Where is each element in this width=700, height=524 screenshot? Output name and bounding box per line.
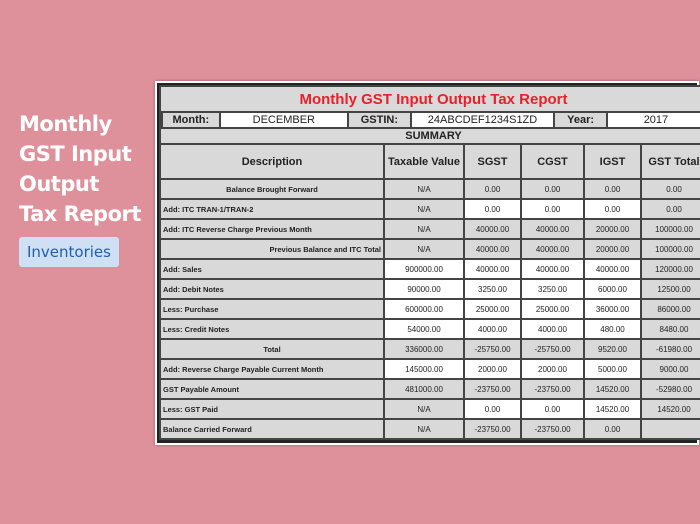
sgst-cell[interactable]: 4000.00 [465, 320, 520, 338]
promo-title [19, 109, 141, 229]
cgst-cell[interactable]: 4000.00 [522, 320, 583, 338]
table-row [161, 360, 700, 378]
column-header: Description [161, 145, 383, 178]
igst-cell: 0.00 [585, 180, 640, 198]
taxable-value-cell[interactable]: 900000.00 [385, 260, 463, 278]
taxable-value-cell: 481000.00 [385, 380, 463, 398]
cgst-cell: -25750.00 [522, 340, 583, 358]
report-table [159, 85, 700, 440]
gstin-label: GSTIN: [349, 113, 410, 127]
sgst-cell[interactable]: 2000.00 [465, 360, 520, 378]
column-header: IGST [585, 145, 640, 178]
igst-cell: 14520.00 [585, 380, 640, 398]
igst-cell: 9520.00 [585, 340, 640, 358]
igst-cell[interactable]: 480.00 [585, 320, 640, 338]
table-row [161, 200, 700, 218]
row-description: Previous Balance and ITC Total [161, 240, 383, 258]
taxable-value-cell: N/A [385, 200, 463, 218]
igst-cell: 0.00 [585, 420, 640, 438]
sgst-cell: 40000.00 [465, 240, 520, 258]
table-row [161, 320, 700, 338]
sgst-cell: 40000.00 [465, 220, 520, 238]
row-description: Less: Credit Notes [161, 320, 383, 338]
report-title: Monthly GST Input Output Tax Report [161, 87, 700, 111]
gst-total-cell: 12500.00 [642, 280, 700, 298]
taxable-value-cell: N/A [385, 400, 463, 418]
table-row [161, 180, 700, 198]
year-label: Year: [555, 113, 606, 127]
row-description: Add: Reverse Charge Payable Current Month [161, 360, 383, 378]
table-row [161, 380, 700, 398]
table-row [161, 420, 700, 438]
taxable-value-cell: 336000.00 [385, 340, 463, 358]
table-row [161, 280, 700, 298]
gst-total-cell: 0.00 [642, 180, 700, 198]
year-field[interactable]: 2017 [608, 113, 700, 127]
row-description: Add: Sales [161, 260, 383, 278]
cgst-cell[interactable]: 3250.00 [522, 280, 583, 298]
promo-title-line: GST Input [19, 142, 132, 166]
row-description: Add: ITC Reverse Charge Previous Month [161, 220, 383, 238]
taxable-value-cell[interactable]: 145000.00 [385, 360, 463, 378]
gst-total-cell: 100000.00 [642, 240, 700, 258]
column-header: GST Total [642, 145, 700, 178]
gst-total-cell: 86000.00 [642, 300, 700, 318]
column-header: CGST [522, 145, 583, 178]
report-sheet [155, 81, 699, 445]
promo-title-line: Monthly [19, 112, 112, 136]
row-description: GST Payable Amount [161, 380, 383, 398]
table-row [161, 220, 700, 238]
taxable-value-cell: N/A [385, 220, 463, 238]
promo-title-line: Output [19, 172, 99, 196]
gstin-field[interactable]: 24ABCDEF1234S1ZD [412, 113, 554, 127]
table-row [161, 240, 700, 258]
sgst-cell: 0.00 [465, 180, 520, 198]
gst-total-cell: 14520.00 [642, 400, 700, 418]
igst-cell[interactable]: 6000.00 [585, 280, 640, 298]
gst-total-cell: -61980.00 [642, 340, 700, 358]
cgst-cell[interactable]: 0.00 [522, 400, 583, 418]
sgst-cell: -25750.00 [465, 340, 520, 358]
table-row [161, 260, 700, 278]
column-header: Taxable Value [385, 145, 463, 178]
table-row [161, 300, 700, 318]
cgst-cell: -23750.00 [522, 420, 583, 438]
taxable-value-cell: N/A [385, 180, 463, 198]
month-label: Month: [163, 113, 219, 127]
igst-cell: 20000.00 [585, 220, 640, 238]
row-description: Add: Debit Notes [161, 280, 383, 298]
gst-total-cell: 100000.00 [642, 220, 700, 238]
sgst-cell[interactable]: 40000.00 [465, 260, 520, 278]
gst-total-cell: 120000.00 [642, 260, 700, 278]
sgst-cell[interactable]: 3250.00 [465, 280, 520, 298]
gst-total-cell: -52980.00 [642, 380, 700, 398]
cgst-cell[interactable]: 40000.00 [522, 260, 583, 278]
taxable-value-cell: N/A [385, 420, 463, 438]
gst-total-cell: 0.00 [642, 200, 700, 218]
row-description: Add: ITC TRAN-1/TRAN-2 [161, 200, 383, 218]
cgst-cell: 40000.00 [522, 220, 583, 238]
cgst-cell[interactable]: 0.00 [522, 200, 583, 218]
igst-cell[interactable]: 40000.00 [585, 260, 640, 278]
row-description: Less: GST Paid [161, 400, 383, 418]
igst-cell[interactable]: 0.00 [585, 200, 640, 218]
sgst-cell[interactable]: 0.00 [465, 400, 520, 418]
igst-cell: 20000.00 [585, 240, 640, 258]
cgst-cell[interactable]: 25000.00 [522, 300, 583, 318]
month-field[interactable]: DECEMBER [221, 113, 347, 127]
promo-title-line: Tax Report [19, 202, 141, 226]
table-row [161, 340, 700, 358]
sgst-cell: -23750.00 [465, 420, 520, 438]
taxable-value-cell[interactable]: 600000.00 [385, 300, 463, 318]
gst-total-cell: 9000.00 [642, 360, 700, 378]
gst-total-cell: 8480.00 [642, 320, 700, 338]
cgst-cell: 0.00 [522, 180, 583, 198]
table-row [161, 400, 700, 418]
row-description: Total [161, 340, 383, 358]
igst-cell[interactable]: 14520.00 [585, 400, 640, 418]
row-description: Less: Purchase [161, 300, 383, 318]
cgst-cell: 40000.00 [522, 240, 583, 258]
cgst-cell: -23750.00 [522, 380, 583, 398]
taxable-value-cell: N/A [385, 240, 463, 258]
taxable-value-cell[interactable]: 90000.00 [385, 280, 463, 298]
row-description: Balance Brought Forward [161, 180, 383, 198]
row-description: Balance Carried Forward [161, 420, 383, 438]
column-header: SGST [465, 145, 520, 178]
igst-cell[interactable]: 5000.00 [585, 360, 640, 378]
taxable-value-cell[interactable]: 54000.00 [385, 320, 463, 338]
sgst-cell[interactable]: 25000.00 [465, 300, 520, 318]
header-row [161, 145, 700, 178]
sgst-cell: -23750.00 [465, 380, 520, 398]
gst-total-cell [642, 420, 700, 438]
summary-heading: SUMMARY [161, 129, 700, 143]
cgst-cell[interactable]: 2000.00 [522, 360, 583, 378]
category-badge[interactable]: Inventories [19, 237, 119, 267]
igst-cell[interactable]: 36000.00 [585, 300, 640, 318]
sgst-cell[interactable]: 0.00 [465, 200, 520, 218]
